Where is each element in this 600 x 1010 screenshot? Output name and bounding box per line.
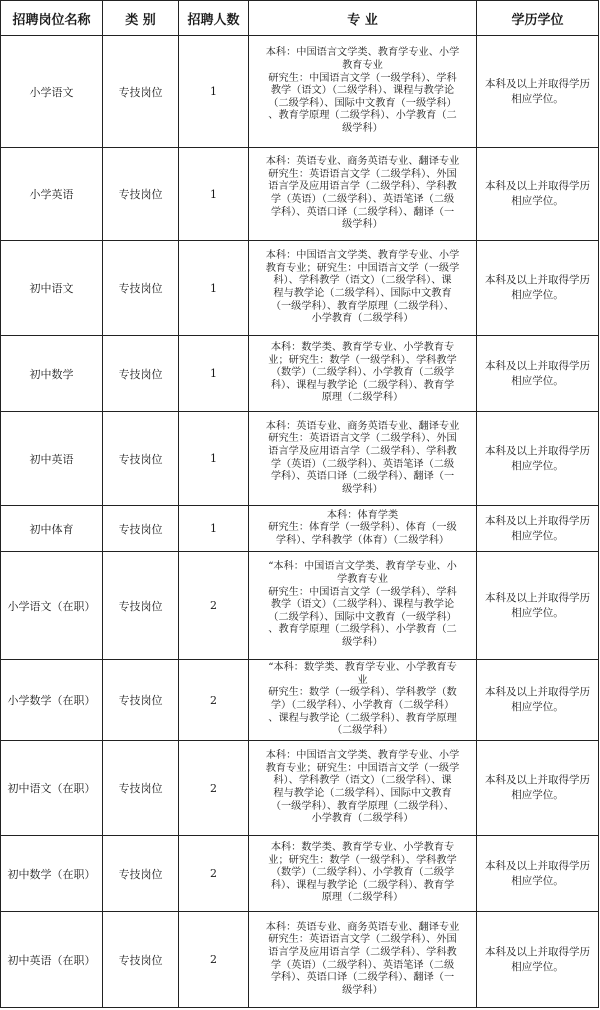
major-cell: 本科：中国语言文学类、教育学专业、小学 教育专业；研究生：中国语言文学（一级学 科）、学科教学（语文）（二级学科）、课 程与教学论（二级学科）、国际中文教育 （一级学科）、教育学原理（二级学科）、 小学教育（二级学科）	[249, 241, 477, 336]
category-cell: 专技岗位	[103, 660, 179, 741]
degree-cell: 本科及以上并取得学历相应学位。	[477, 241, 599, 336]
count-cell: 2	[179, 660, 249, 741]
category-cell: 专技岗位	[103, 836, 179, 912]
position-cell: 初中语文（在职）	[1, 741, 103, 836]
position-cell: 初中英语（在职）	[1, 912, 103, 1008]
category-cell: 专技岗位	[103, 506, 179, 552]
major-cell: 本科：英语专业、商务英语专业、翻译专业 研究生：英语语言文学（二级学科）、外国 语言学及应用语言学（二级学科）、学科教 学（英语）（二级学科）、英语笔译（二级 学科）、英语口译（二级学科）、翻译（一 级学科）	[249, 148, 477, 241]
position-cell: 初中数学	[1, 336, 103, 412]
header-position: 招聘岗位名称	[1, 1, 103, 36]
major-cell: “本科：数学类、教育学专业、小学教育专 业 研究生：数学（一级学科）、学科教学（数 学）（二级学科）、小学教育（二级学科） 、课程与教学论（二级学科）、教育学原理 （二级学科）	[249, 660, 477, 741]
table-header-row	[1, 1, 599, 36]
category-cell: 专技岗位	[103, 36, 179, 148]
header-degree: 学历学位	[477, 1, 599, 36]
count-cell: 2	[179, 912, 249, 1008]
count-cell: 1	[179, 148, 249, 241]
table-row	[1, 836, 599, 912]
table-row	[1, 36, 599, 148]
major-cell: 本科：英语专业、商务英语专业、翻译专业 研究生：英语语言文学（二级学科）、外国 语言学及应用语言学（二级学科）、学科教 学（英语）（二级学科）、英语笔译（二级 学科）、英语口译（二级学科）、翻译（一 级学科）	[249, 412, 477, 506]
position-cell: 小学语文（在职）	[1, 552, 103, 660]
position-cell: 初中体育	[1, 506, 103, 552]
category-cell: 专技岗位	[103, 912, 179, 1008]
table-row	[1, 148, 599, 241]
degree-cell: 本科及以上并取得学历相应学位。	[477, 148, 599, 241]
category-cell: 专技岗位	[103, 336, 179, 412]
table-row	[1, 506, 599, 552]
table-row	[1, 741, 599, 836]
header-major: 专 业	[249, 1, 477, 36]
count-cell: 2	[179, 552, 249, 660]
major-cell: 本科：体育学类 研究生：体育学（一级学科）、体育（一级 学科）、学科教学（体育）（二级学科）	[249, 506, 477, 552]
category-cell: 专技岗位	[103, 552, 179, 660]
count-cell: 1	[179, 241, 249, 336]
major-cell: “本科：中国语言文学类、教育学专业、小 学教育专业 研究生：中国语言文学（一级学科）、学科 教学（语文）（二级学科）、课程与教学论 （二级学科）、国际中文教育（一级学科） 、教育学原理（二级学科）、小学教育（二 级学科）	[249, 552, 477, 660]
degree-cell: 本科及以上并取得学历相应学位。	[477, 36, 599, 148]
count-cell: 1	[179, 506, 249, 552]
degree-cell: 本科及以上并取得学历相应学位。	[477, 660, 599, 741]
major-cell: 本科：数学类、教育学专业、小学教育专 业；研究生：数学（一级学科）、学科教学 （数学）（二级学科）、小学教育（二级学 科）、课程与教学论（二级学科）、教育学 原理（二级学科）	[249, 336, 477, 412]
count-cell: 2	[179, 741, 249, 836]
degree-cell: 本科及以上并取得学历相应学位。	[477, 836, 599, 912]
major-cell: 本科：英语专业、商务英语专业、翻译专业 研究生：英语语言文学（二级学科）、外国 语言学及应用语言学（二级学科）、学科教 学（英语）（二级学科）、英语笔译（二级 学科）、英语口译（二级学科）、翻译（一 级学科）	[249, 912, 477, 1008]
category-cell: 专技岗位	[103, 412, 179, 506]
position-cell: 初中语文	[1, 241, 103, 336]
position-cell: 初中英语	[1, 412, 103, 506]
category-cell: 专技岗位	[103, 148, 179, 241]
degree-cell: 本科及以上并取得学历相应学位。	[477, 741, 599, 836]
table-row	[1, 412, 599, 506]
header-count: 招聘人数	[179, 1, 249, 36]
header-category: 类 别	[103, 1, 179, 36]
major-cell: 本科：数学类、教育学专业、小学教育专 业；研究生：数学（一级学科）、学科教学 （数学）（二级学科）、小学教育（二级学 科）、课程与教学论（二级学科）、教育学 原理（二级学科）	[249, 836, 477, 912]
table-row	[1, 660, 599, 741]
table-row	[1, 912, 599, 1008]
table-row	[1, 336, 599, 412]
category-cell: 专技岗位	[103, 741, 179, 836]
count-cell: 1	[179, 412, 249, 506]
degree-cell: 本科及以上并取得学历相应学位。	[477, 412, 599, 506]
position-cell: 初中数学（在职）	[1, 836, 103, 912]
table-row	[1, 241, 599, 336]
position-cell: 小学英语	[1, 148, 103, 241]
degree-cell: 本科及以上并取得学历相应学位。	[477, 552, 599, 660]
count-cell: 1	[179, 36, 249, 148]
degree-cell: 本科及以上并取得学历相应学位。	[477, 506, 599, 552]
count-cell: 2	[179, 836, 249, 912]
position-cell: 小学语文	[1, 36, 103, 148]
major-cell: 本科：中国语言文学类、教育学专业、小学 教育专业；研究生：中国语言文学（一级学 科）、学科教学（语文）（二级学科）、课 程与教学论（二级学科）、国际中文教育 （一级学科）、教育学原理（二级学科）、 小学教育（二级学科）	[249, 741, 477, 836]
position-cell: 小学数学（在职）	[1, 660, 103, 741]
major-cell: 本科：中国语言文学类、教育学专业、小学 教育专业 研究生：中国语言文学（一级学科）、学科 教学（语文）（二级学科）、课程与教学论 （二级学科）、国际中文教育（一级学科） 、教育学原理（二级学科）、小学教育（二 级学科）	[249, 36, 477, 148]
count-cell: 1	[179, 336, 249, 412]
table-row	[1, 552, 599, 660]
degree-cell: 本科及以上并取得学历相应学位。	[477, 336, 599, 412]
degree-cell: 本科及以上并取得学历相应学位。	[477, 912, 599, 1008]
category-cell: 专技岗位	[103, 241, 179, 336]
